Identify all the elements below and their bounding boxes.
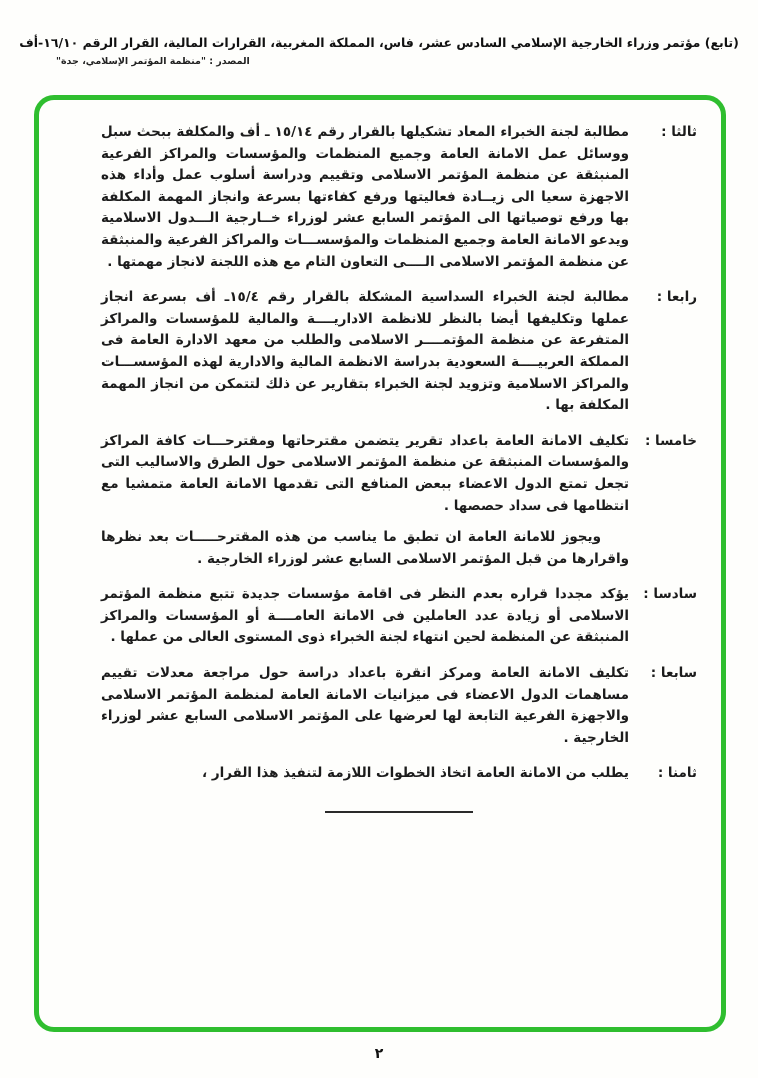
item-label: ثامنا : [657,765,697,782]
resolutions-body [39,100,721,827]
item-label: رابعا : [656,289,697,306]
item-text: يؤكد مجددا قراره بعدم النظر فى اقامة مؤسسات جديدة تتبع منظمة المؤتمر الاسلامى أو زيادة عدد العاملين فى الامانة العامــــة أو المؤسسات والمراكز المنبثقة عن المنظمة لحين انتهاء لجنة الخبراء ذوى المستوى العالى من عملها . [101,586,629,646]
item-text: تكليف الامانة العامة ومركز انقرة باعداد دراسة حول مراجعة معدلات تقييم مساهمات الدول الاعضاء فى ميزانيات الامانة العامة لمنظمة المؤتمر الاسلامى والاجهزة الفرعية التابعة لها لعرضها على المؤتمر الاسلامى السابع عشر لوزراء الخارجية . [101,665,629,746]
resolution-item-third [101,122,697,273]
resolution-item-seventh [101,663,697,749]
item-label: خامسا : [644,432,697,449]
item-label: ثالثا : [661,124,697,140]
resolution-item-fifth [101,431,697,571]
item-label: سادسا : [643,586,697,603]
resolution-item-fourth [101,287,697,417]
end-of-text-divider [325,811,473,813]
item-text: مطالبة لجنة الخبراء السداسية المشكلة بالقرار رقم ١٥/٤ـ أف بسرعة انجاز عملها وتكليفها أيضا بالنظر للانظمة الاداريــــة والمالية للمؤسسات والمراكز المتفرعة عن منظمة المؤتمــــر الاسلامى والطلب من معهد الادارة العامة فى المملكة العربيــــة السعودية بدراسة الانظمة المالية والادارية لهذه المؤسســـات والمراكز الاسلامية وتزويد لجنة الخبراء بتقارير عن ذلك لتتمكن من انجاز المهمة المكلفة بها . [101,289,629,414]
page-number: ٢ [374,1046,384,1062]
resolution-item-sixth [101,584,697,649]
item-text: مطالبة لجنة الخبراء المعاد تشكيلها بالقرار رقم ١٥/١٤ ـ أف والمكلفة ببحث سبل ووسائل عمل الامانة العامة وجميع المنظمات والمؤسسات والمراكز الفرعية المنبثقة عن منظمة المؤتمر الاسلامى وتقييم ودراسة أسلوب عمل وأداء هذه الاجهزة سعيا الى زيــادة فعاليتها ورفع كفاءتها بسرعة وانجاز المهمة المكلفة بها ورفع توصياتها الى المؤتمر السابع عشر لوزراء خــارجية الـــدول الاسلامية ويدعو الامانة العامة وجميع المنظمات والمؤسســـات والمراكز الفرعية والمنبثقة عن منظمة المؤتمر الاسلامى الــــى التعاون التام مع هذه اللجنة لانجاز مهمتها . [101,124,629,270]
item-text: تكليف الامانة العامة باعداد تقرير يتضمن مقترحاتها ومقترحـــات كافة المراكز والمؤسسات المنبثقة عن منظمة المؤتمر الاسلامى حول الطرق والاساليب التى تجعل تمتع الدول الاعضاء ببعض المنافع التى تقدمها الامانة العامة متمشيا مع انتظامها فى سداد حصصها . [101,432,629,514]
resolution-item-eighth [101,763,697,785]
item-text: يطلب من الامانة العامة اتخاذ الخطوات اللازمة لتنفيذ هذا القرار ، [202,765,629,782]
green-border-frame [34,95,726,1032]
source-line: المصدر : "منظمة المؤتمر الإسلامي، جدة" [56,55,250,67]
item-label: سابعا : [650,665,697,682]
item-text-continued: ويجوز للامانة العامة ان تطبق ما يناسب من هذه المقترحـــــات بعد نظرها واقرارها من قبل المؤتمر الاسلامى السابع عشر لوزراء الخارجية . [101,529,629,567]
document-header-line: (تابع) مؤتمر وزراء الخارجية الإسلامي السادس عشر، فاس، المملكة المغربية، القرارات المالية، القرار الرقم ١٦/١٠-أف [19,35,739,50]
